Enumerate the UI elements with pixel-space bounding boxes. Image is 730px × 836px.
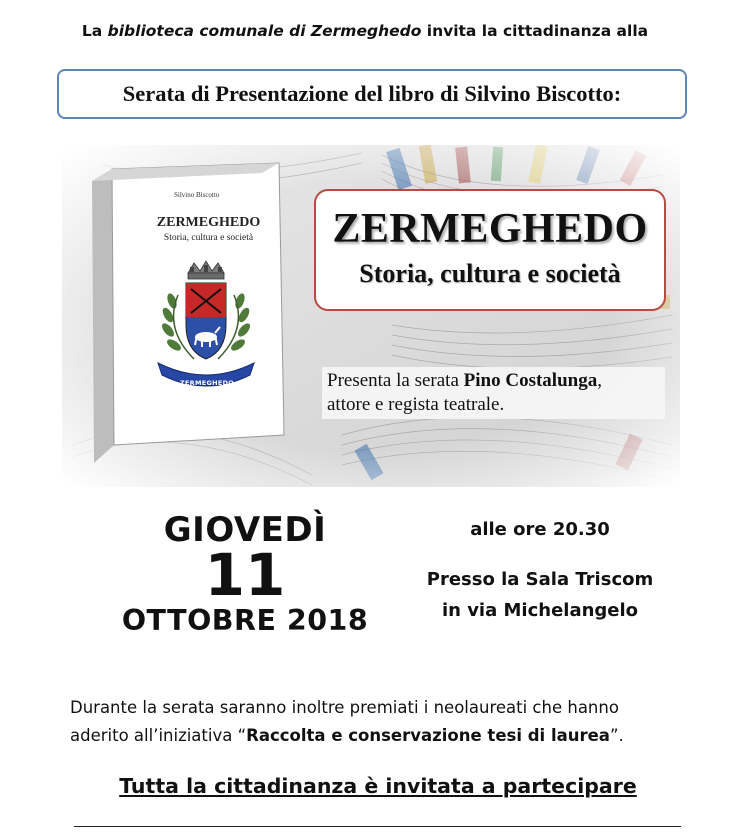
presenter-name: Pino Costalunga (463, 370, 598, 391)
awards-note (70, 694, 690, 750)
book-title: ZERMEGHEDO (332, 206, 648, 252)
bottom-rule (74, 826, 681, 827)
presenter-box (322, 367, 665, 419)
presenter-line: Presenta la serata Pino Costalunga, (327, 370, 602, 391)
intro-line: La biblioteca comunale di Zermeghedo invita la cittadinanza alla (81, 22, 649, 40)
coat-of-arms-icon (150, 259, 262, 394)
note-line-2: aderito all’iniziativa “Raccolta e conservazione tesi di laurea”. (70, 726, 624, 745)
date-weekday: GIOVEDÌ (163, 510, 327, 550)
initiative-name: Raccolta e conservazione tesi di laurea (246, 726, 610, 745)
note-line-1: Durante la serata saranno inoltre premiati i neolaureati che hanno (70, 698, 619, 717)
cover-title: ZERMEGHEDO (156, 215, 261, 230)
event-info (400, 516, 680, 625)
event-time: alle ore 20.30 (470, 519, 610, 540)
cover-ribbon-text: ZERMEGHEDO (179, 379, 235, 387)
header-title-box (57, 69, 687, 119)
book-subtitle: Storia, cultura e società (359, 259, 621, 288)
book-cover (62, 145, 302, 470)
header-title: Serata di Presentazione del libro di Silvino Biscotto: (122, 81, 622, 106)
book-scene (62, 145, 680, 487)
book-title-box (314, 189, 666, 311)
date-day: 11 (204, 541, 286, 609)
cover-author: Silvino Biscotto (174, 191, 220, 199)
date-month-year: OTTOBRE 2018 (121, 604, 369, 637)
event-place: Presso la Sala Triscom (426, 569, 654, 590)
event-street: in via Michelangelo (441, 600, 639, 621)
footer-invitation: Tutta la cittadinanza è invitata a partecipare (119, 774, 637, 798)
presenter-role: attore e regista teatrale. (327, 394, 505, 415)
event-date (100, 512, 390, 640)
intro-emphasis: biblioteca comunale di Zermeghedo (107, 22, 422, 40)
cover-subtitle: Storia, cultura e società (163, 233, 254, 243)
